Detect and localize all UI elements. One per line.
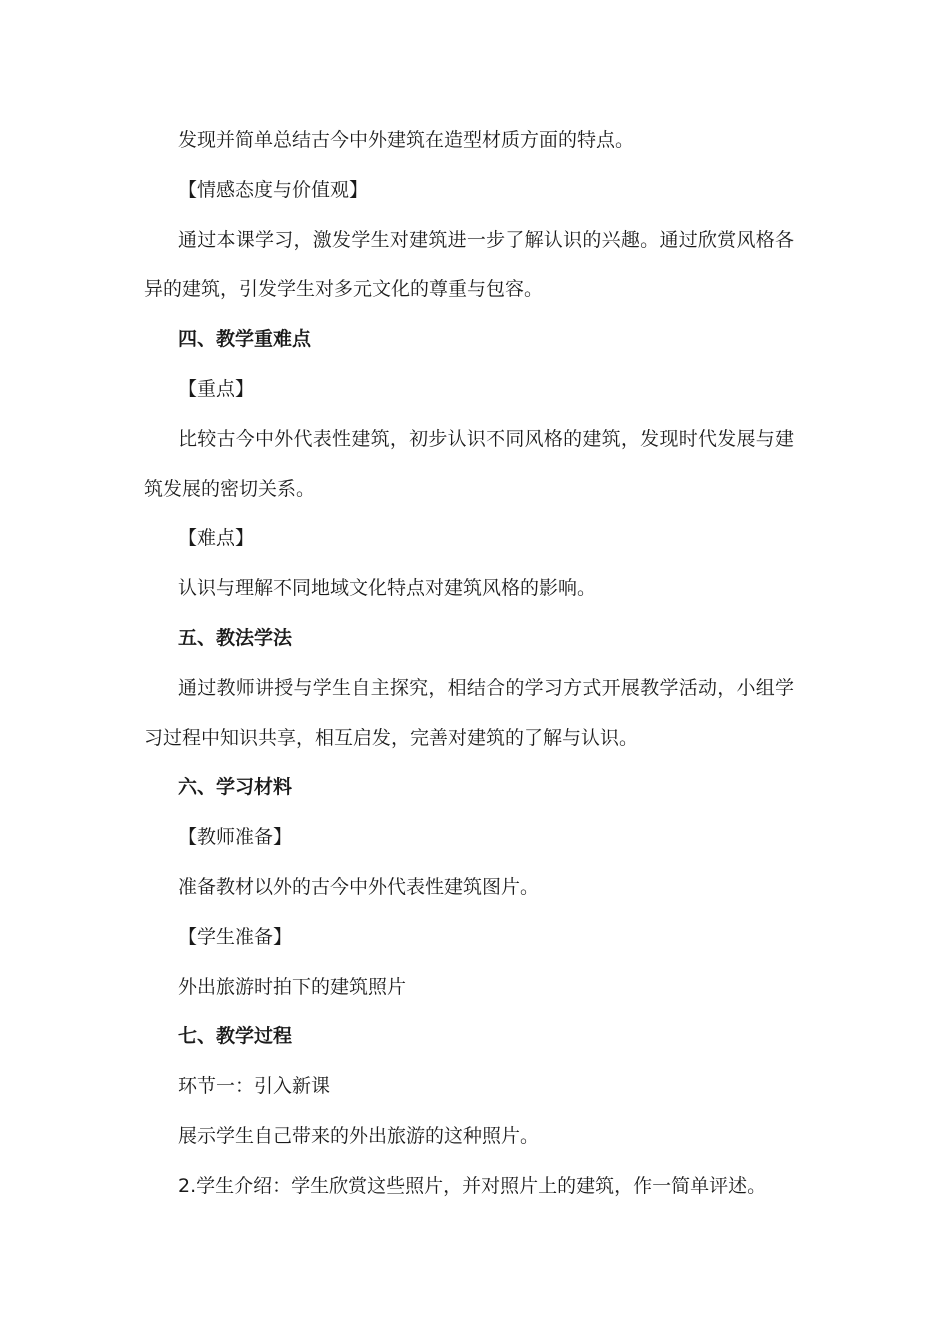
- paragraph-body: 展示学生自己带来的外出旅游的这种照片。: [178, 1124, 540, 1147]
- paragraph-body: 发现并简单总结古今中外建筑在造型材质方面的特点。: [178, 129, 635, 151]
- paragraph-body: 比较古今中外代表性建筑，初步认识不同风格的建筑，发现时代发展与建筑发展的密切关系。: [144, 427, 794, 500]
- document-body: [144, 116, 794, 1212]
- paragraph-body: 认识与理解不同地域文化特点对建筑风格的影响。: [178, 577, 597, 600]
- section-heading-learning-materials: 六、学习材料: [178, 776, 293, 799]
- paragraph-body: 环节一：引入新课: [178, 1075, 331, 1098]
- section-heading-teaching-methods: 五、教法学法: [178, 626, 293, 649]
- subheading-key-point: 【重点】: [178, 377, 255, 400]
- paragraph-body: 通过教师讲授与学生自主探究，相结合的学习方式开展教学活动，小组学习过程中知识共享，相互启发，完善对建筑的了解与认识。: [144, 676, 794, 749]
- paragraph-body: 外出旅游时拍下的建筑照片: [178, 975, 407, 998]
- subheading-difficult-point: 【难点】: [178, 527, 255, 550]
- section-heading-teaching-process: 七、教学过程: [178, 1025, 293, 1048]
- subheading-teacher-preparation: 【教师准备】: [178, 826, 293, 849]
- paragraph-body: 通过本课学习，激发学生对建筑进一步了解认识的兴趣。通过欣赏风格各异的建筑，引发学生对多元文化的尊重与包容。: [144, 228, 794, 301]
- paragraph-body: 2.学生介绍：学生欣赏这些照片，并对照片上的建筑，作一简单评述。: [178, 1174, 767, 1197]
- subheading-affective-values: 【情感态度与价值观】: [178, 178, 369, 201]
- subheading-student-preparation: 【学生准备】: [178, 925, 293, 948]
- paragraph-body: 准备教材以外的古今中外代表性建筑图片。: [178, 875, 540, 898]
- section-heading-key-difficult-points: 四、教学重难点: [178, 328, 312, 351]
